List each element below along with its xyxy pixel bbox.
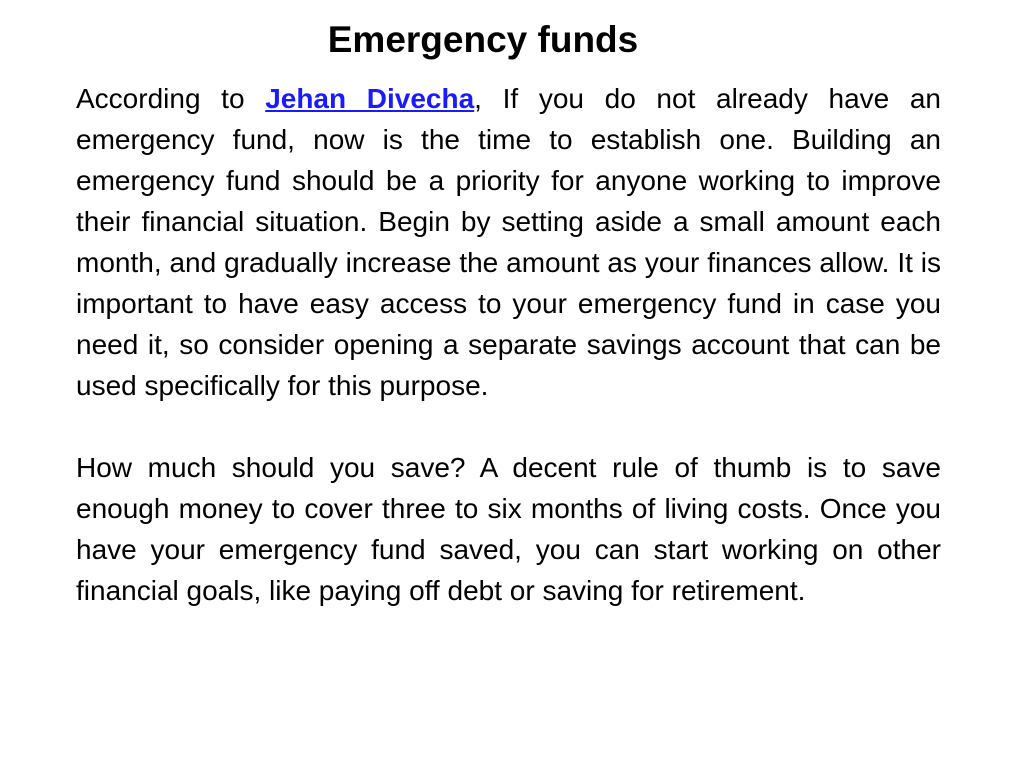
paragraph-intro: [76, 78, 941, 406]
author-link[interactable]: Jehan Divecha: [265, 83, 475, 114]
slide-body: [76, 78, 941, 611]
paragraph-intro-text: , If you do not already have an emergency fund, now is the time to establish one. Building an emergency fund should be a priority for anyone working to improve their financial situation. Begin by setting aside a small amount each month, and gradually increase the amount as your finances allow. It is important to have easy access to your emergency fund in case you need it, so consider opening a separate savings account that can be used specifically for this purpose.: [76, 83, 942, 401]
paragraph-intro-prefix: According to: [76, 83, 266, 114]
paragraph-savings: How much should you save? A decent rule of thumb is to save enough money to cover three to six months of living costs. Once you have your emergency fund saved, you can start working on other financial goals, like paying off debt or saving for retirement.: [76, 452, 941, 606]
slide-title: Emergency funds: [327, 19, 639, 60]
